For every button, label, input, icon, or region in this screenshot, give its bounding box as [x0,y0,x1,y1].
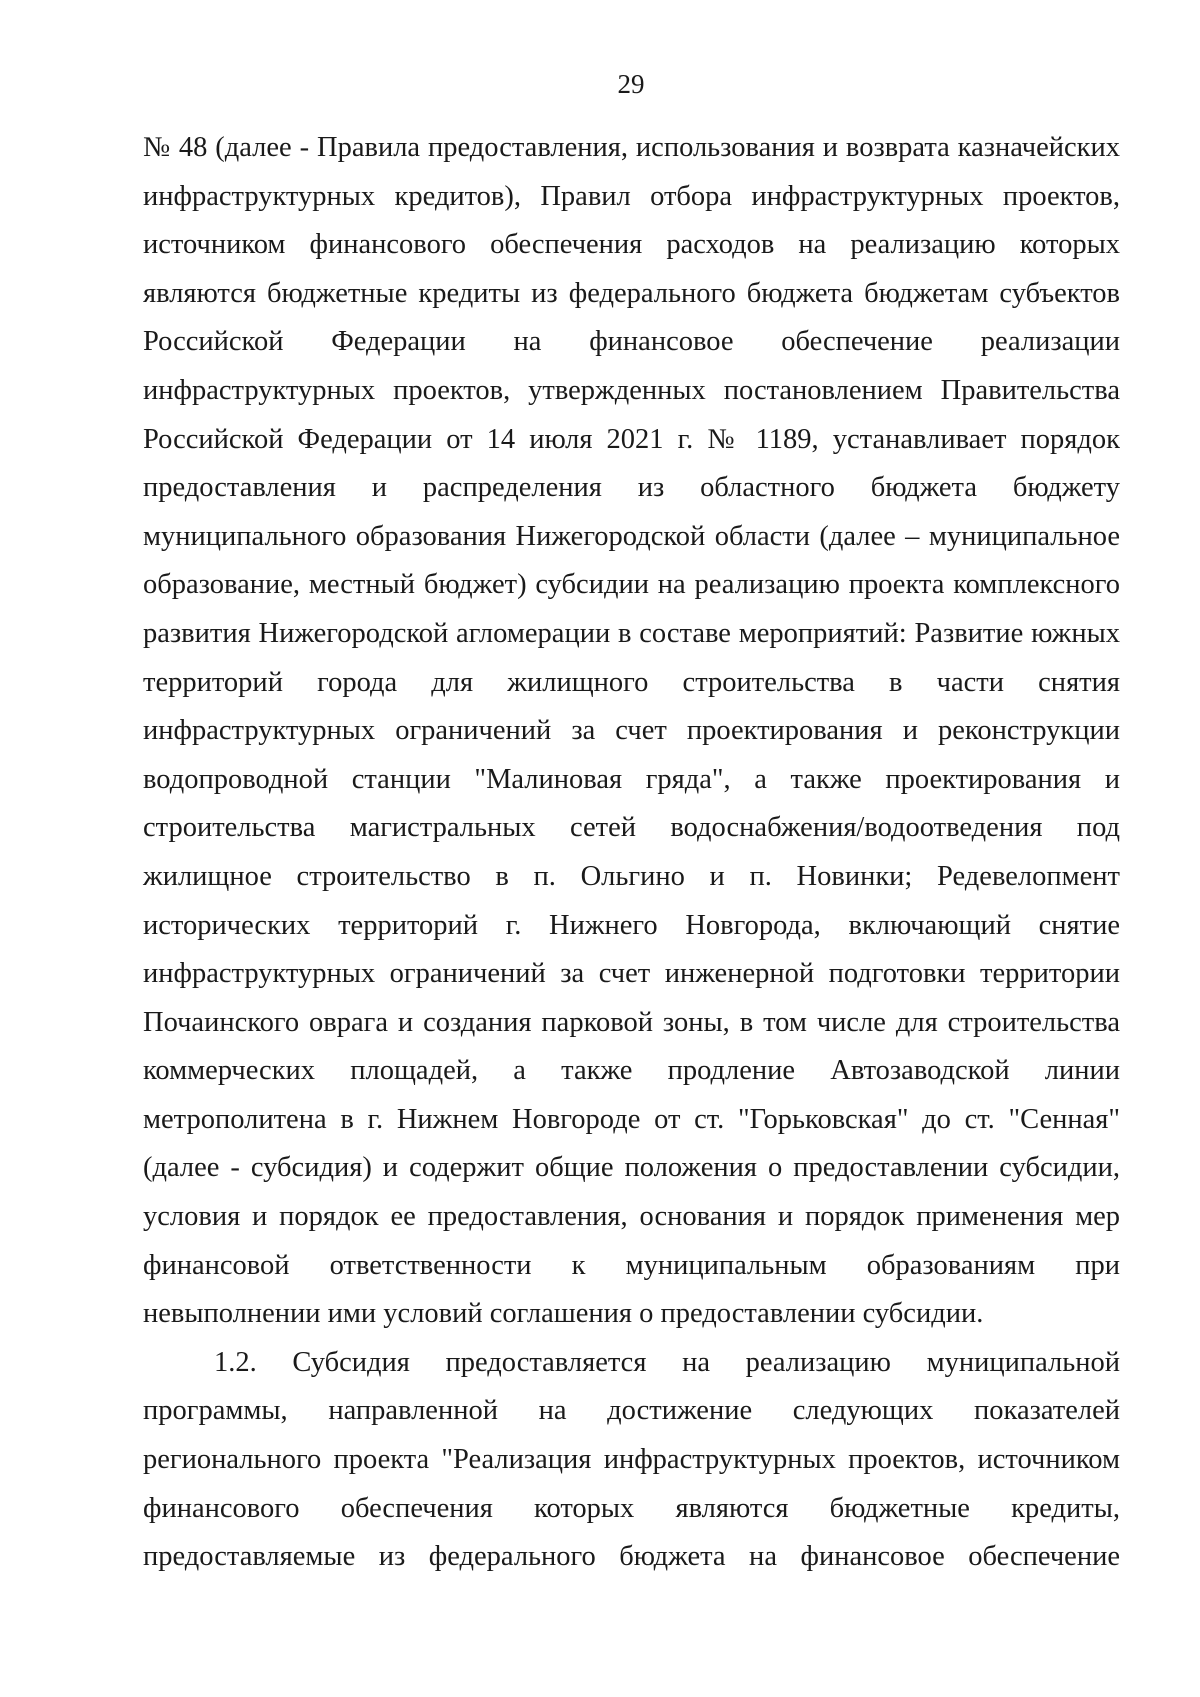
text-line: инфраструктурных проектов, утвержденных постановлением Правительства [143,374,1120,406]
text-line: инфраструктурных ограничений за счет инженерной подготовки территории [143,958,1120,990]
text-line: финансовой ответственности к муниципальным образованиям при [143,1249,1120,1281]
text-line: жилищное строительство в п. Ольгино и п. Новинки; Редевелопмент [143,860,1120,892]
text-line: строительства магистральных сетей водоснабжения/водоотведения под [143,812,1120,844]
text-line: метрополитена в г. Нижнем Новгороде от ст. "Горьковская" до ст. "Сенная" [143,1103,1120,1135]
text-line: коммерческих площадей, а также продление Автозаводской линии [143,1055,1120,1087]
text-line: водопроводной станции "Малиновая гряда", а также проектирования и [143,763,1120,795]
text-line: регионального проекта "Реализация инфраструктурных проектов, источником [143,1444,1120,1476]
text-line: предоставляемые из федерального бюджета на финансовое обеспечение [143,1541,1120,1573]
text-line: Российской Федерации от 14 июля 2021 г. № 1189, устанавливает порядок [143,423,1120,455]
text-line: Почаинского оврага и создания парковой зоны, в том числе для строительства [143,1006,1120,1038]
paragraph-1 [143,124,1120,1339]
text-line: № 48 (далее - Правила предоставления, использования и возврата казначейских [143,132,1120,163]
text-line: невыполнении ими условий соглашения о предоставлении субсидии. [143,1298,984,1330]
text-line: программы, направленной на достижение следующих показателей [143,1395,1120,1427]
text-line: территорий города для жилищного строительства в части снятия [143,666,1120,698]
text-line: образование, местный бюджет) субсидии на реализацию проекта комплексного [143,569,1120,601]
text-line: Российской Федерации на финансовое обеспечение реализации [143,326,1120,358]
text-line: источником финансового обеспечения расходов на реализацию которых [143,229,1120,261]
text-line: инфраструктурных кредитов), Правил отбора инфраструктурных проектов, [143,180,1120,212]
text-line: (далее - субсидия) и содержит общие положения о предоставлении субсидии, [143,1152,1120,1184]
document-body [143,124,1120,1582]
text-line: инфраструктурных ограничений за счет проектирования и реконструкции [143,715,1120,747]
text-line: предоставления и распределения из областного бюджета бюджету [143,472,1120,504]
text-line: развития Нижегородской агломерации в составе мероприятий: Развитие южных [143,617,1120,649]
text-line: условия и порядок ее предоставления, основания и порядок применения мер [143,1201,1120,1233]
paragraph-1-2 [143,1339,1120,1582]
text-line: финансового обеспечения которых являются бюджетные кредиты, [143,1492,1120,1524]
text-line: являются бюджетные кредиты из федерального бюджета бюджетам субъектов [143,277,1120,309]
text-line: 1.2. Субсидия предоставляется на реализацию муниципальной [214,1346,1120,1378]
page-number: 29 [617,69,645,99]
text-line: муниципального образования Нижегородской области (далее – муниципальное [143,520,1120,552]
text-line: исторических территорий г. Нижнего Новгорода, включающий снятие [143,909,1120,941]
